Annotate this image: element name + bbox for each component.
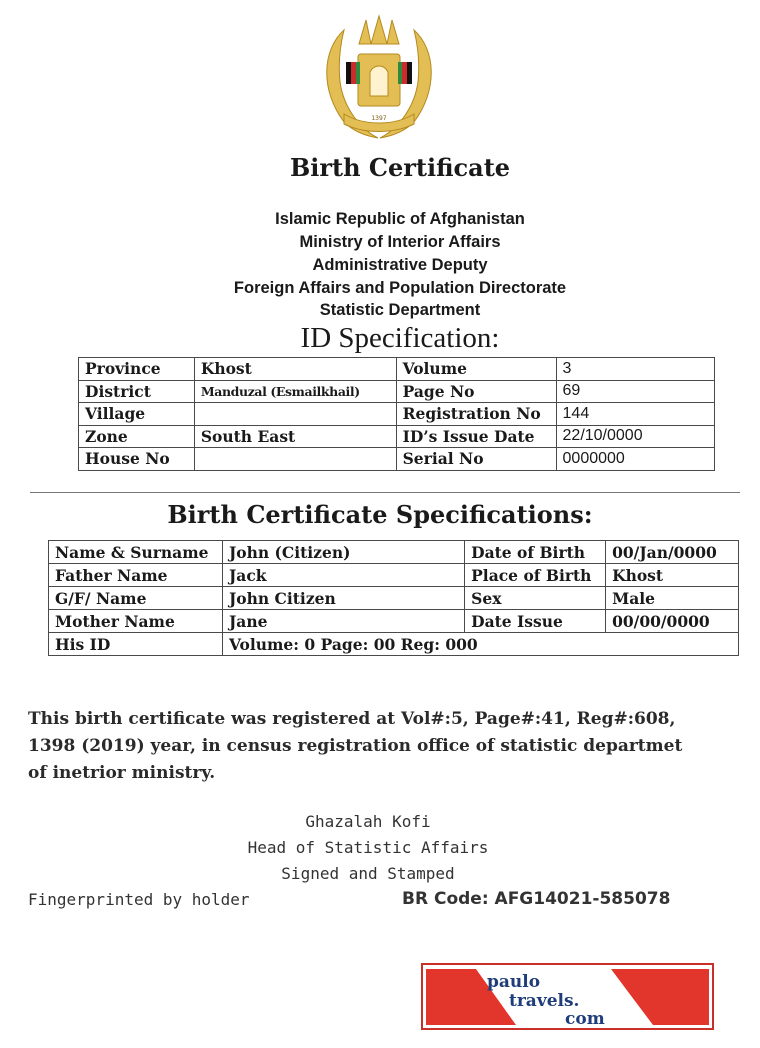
- birth-label: Date Issue: [465, 610, 606, 633]
- id-label: Serial No: [396, 448, 556, 471]
- id-value: 144: [556, 403, 714, 426]
- birth-label: Mother Name: [49, 610, 223, 633]
- id-value: 69: [556, 380, 714, 403]
- id-label: Province: [79, 358, 195, 381]
- logo-text-line2: travels.: [509, 991, 580, 1011]
- id-label: Volume: [396, 358, 556, 381]
- his-id-value: Volume: 0 Page: 00 Reg: 000: [222, 633, 738, 656]
- logo-text-line3: com: [565, 1009, 605, 1029]
- id-value: South East: [194, 425, 396, 448]
- his-id-label: His ID: [49, 633, 223, 656]
- br-code: BR Code: AFG14021-585078: [402, 889, 671, 909]
- id-label: Village: [79, 403, 195, 426]
- header-line-5: Statistic Department: [319, 301, 481, 319]
- birth-value: Khost: [606, 564, 739, 587]
- birth-specification-table: [48, 540, 739, 656]
- table-row: [49, 541, 739, 564]
- birth-label: Date of Birth: [465, 541, 606, 564]
- signatory-role: Head of Statistic Affairs: [247, 838, 489, 857]
- fingerprint-note: Fingerprinted by holder: [28, 890, 250, 909]
- header-line-3: Administrative Deputy: [312, 256, 488, 274]
- table-row: [49, 587, 739, 610]
- registration-statement: [28, 706, 738, 787]
- birth-spec-title: Birth Certificate Specifications:: [167, 500, 593, 529]
- id-label: ID’s Issue Date: [396, 425, 556, 448]
- table-row: [79, 448, 715, 471]
- afghanistan-emblem: [314, 10, 444, 142]
- id-specification-table: [78, 357, 715, 471]
- table-row: [79, 380, 715, 403]
- id-value: 0000000: [556, 448, 714, 471]
- statement-line: of inetrior ministry.: [28, 763, 216, 783]
- id-label: House No: [79, 448, 195, 471]
- id-value: 22/10/0000: [556, 425, 714, 448]
- header-line-4: Foreign Affairs and Population Directorate: [233, 279, 567, 297]
- id-specification-title: ID Specification:: [300, 322, 500, 354]
- table-row: [49, 633, 739, 656]
- birth-value: John Citizen: [222, 587, 464, 610]
- birth-label: Name & Surname: [49, 541, 223, 564]
- birth-value: Jack: [222, 564, 464, 587]
- table-row: [79, 403, 715, 426]
- id-value: Manduzal (Esmailkhail): [194, 380, 396, 403]
- signature-note: Signed and Stamped: [281, 864, 455, 883]
- logo-text-line1: paulo: [487, 972, 541, 992]
- birth-label: Place of Birth: [465, 564, 606, 587]
- birth-value: John (Citizen): [222, 541, 464, 564]
- paulo-travels-logo: [421, 963, 714, 1030]
- id-value: [194, 448, 396, 471]
- statement-line: 1398 (2019) year, in census registration office of statistic departmet: [28, 736, 683, 756]
- statement-line: This birth certificate was registered at Vol#:5, Page#:41, Reg#:608,: [28, 709, 676, 729]
- emblem-year-text: 1397: [371, 115, 387, 122]
- id-value: 3: [556, 358, 714, 381]
- birth-value: Jane: [222, 610, 464, 633]
- id-value: Khost: [194, 358, 396, 381]
- id-value: [194, 403, 396, 426]
- birth-value: 00/00/0000: [606, 610, 739, 633]
- id-label: Zone: [79, 425, 195, 448]
- id-label: Registration No: [396, 403, 556, 426]
- document-title: Birth Certificate: [289, 153, 511, 182]
- table-row: [49, 564, 739, 587]
- table-row: [79, 358, 715, 381]
- section-divider: [30, 492, 740, 493]
- birth-label: G/F/ Name: [49, 587, 223, 610]
- birth-label: Sex: [465, 587, 606, 610]
- signatory-name: Ghazalah Kofi: [305, 812, 431, 831]
- id-label: Page No: [396, 380, 556, 403]
- table-row: [49, 610, 739, 633]
- header-line-2: Ministry of Interior Affairs: [299, 233, 501, 251]
- id-label: District: [79, 380, 195, 403]
- table-row: [79, 425, 715, 448]
- birth-label: Father Name: [49, 564, 223, 587]
- birth-value: 00/Jan/0000: [606, 541, 739, 564]
- header-line-1: Islamic Republic of Afghanistan: [275, 210, 525, 228]
- birth-value: Male: [606, 587, 739, 610]
